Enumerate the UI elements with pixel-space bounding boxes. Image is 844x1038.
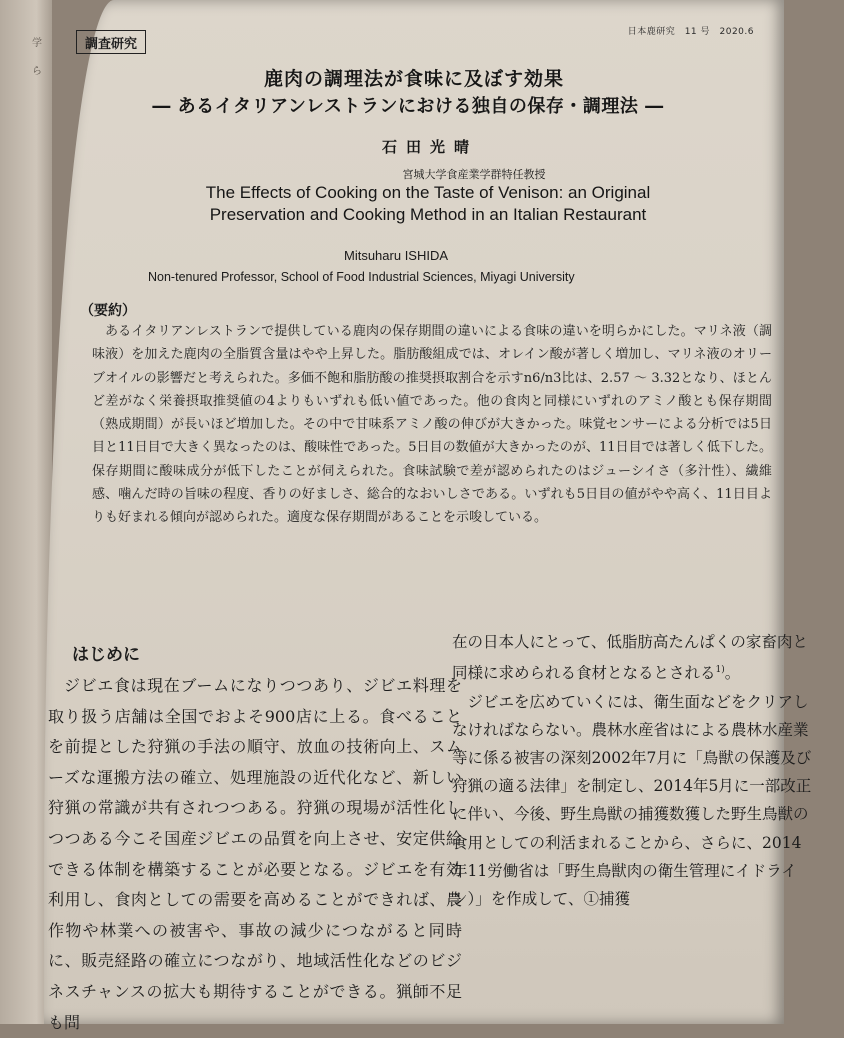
article-title-ja: 鹿肉の調理法が食味に及ぼす効果	[263, 68, 564, 90]
author-affiliation-ja: 宮城大学食産業学群特任教授	[402, 168, 546, 181]
left-page-fragment: 学	[32, 38, 42, 49]
journal-info: 日本鹿研究 11 号 2020.6	[627, 27, 754, 37]
abstract-heading: （要約）	[80, 303, 136, 319]
right-column	[452, 628, 812, 913]
reference-mark: 1)	[715, 665, 725, 676]
author-affiliation-en: Non-tenured Professor, School of Food Industrial Sciences, Miyagi University	[148, 270, 575, 284]
intro-heading: はじめに	[72, 645, 140, 665]
right-column-para1-end: 。	[724, 664, 741, 683]
author-name-en: Mitsuharu ISHIDA	[344, 248, 449, 263]
article-subtitle-ja: ― あるイタリアンレストランにおける独自の保存・調理法 ―	[152, 96, 664, 117]
right-column-para2: ジビエを広めていくには、衛生面などをクリアしなければならない。農林水産省はによる農林水産業等に係る被害の深刻2002年7月に「鳥獣の保護及び狩猟の適る法律」を制定し、2014年5月に一部改正に伴い、今後、野生鳥獣の捕獲数獲した野生鳥獣の食用としての利活まれることから、さらに、2014年11労働省は「野生鳥獣肉の衛生管理にイドライン）」を作成して、①捕獲	[452, 692, 812, 908]
intro-text: ジビエ食は現在ブームになりつつあり、ジビエ料理を取り扱う店舗は全国でおよそ900店に上る。食べることを前提とした狩猟の手法の順守、放血の技術向上、スムーズな運搬方法の確立、処理施設の近代化など、新しい狩猟の常識が共有されつつある。狩猟の現場が活性化しつつある今こそ国産ジビエの品質を向上させ、安定供給できる体制を構築することが必要となる。ジビエを有効利用し、食肉としての需要を高めることができれば、農作物や林業への被害や、事故の減少につながると同時に、販売経路の確立につながり、地域活性化などのビジネスチャンスの拡大も期待することができる。猟師不足も問	[48, 676, 462, 1032]
intro-column	[42, 640, 462, 1038]
abstract-text: あるイタリアンレストランで提供している鹿肉の保存期間の違いによる食味の違いを明らかにした。マリネ液（調味液）を加えた鹿肉の全脂質含量はやや上昇した。脂肪酸組成では、オレイン酸が著しく増加し、マリネ液のオリーブオイルの影響だと考えられた。多価不飽和脂肪酸の推奨摂取割合を示すn6/n3比は、2.57 ～ 3.32となり、ほとんど差がなく栄養摂取推奨値の4よりもいずれも低い値であった。他の食肉と同様にいずれのアミノ酸とも保存期間（熟成期間）が長いほど増加した。その中で甘味系アミノ酸の伸びが大きかった。味覚センサーによる分析では5日目と11日目で大きく異なったのは、酸味性であった。5日目の数値が大きかったのが、11日目では著しく低下した。保存期間に酸味成分が低下したことが伺えられた。食味試験で差が認められたのはジューシイさ（多汁性）、繊維感、噛んだ時の旨味の程度、香りの好ましさ、総合的なおいしさである。いずれも5日目の値がやや高く、11日目よりも好まれる傾向が認められた。適度な保存期間があることを示唆している。	[92, 324, 772, 526]
right-column-para1-text: 在の日本人にとって、低脂肪高たんぱくの家畜肉と同様に求められる食材となるとされる	[452, 633, 808, 683]
article-title-en-line2: Preservation and Cooking Method in an Italian Restaurant	[209, 205, 647, 224]
section-label: 調査研究	[76, 30, 146, 54]
article-title-en	[148, 182, 708, 226]
journal-page	[44, 0, 812, 1032]
left-page-fragment: ら	[32, 66, 42, 77]
article-title-en-line1: The Effects of Cooking on the Taste of Venison: an Original	[205, 183, 651, 202]
right-column-para1	[452, 628, 812, 688]
author-name-ja: 石田光晴	[381, 138, 478, 156]
